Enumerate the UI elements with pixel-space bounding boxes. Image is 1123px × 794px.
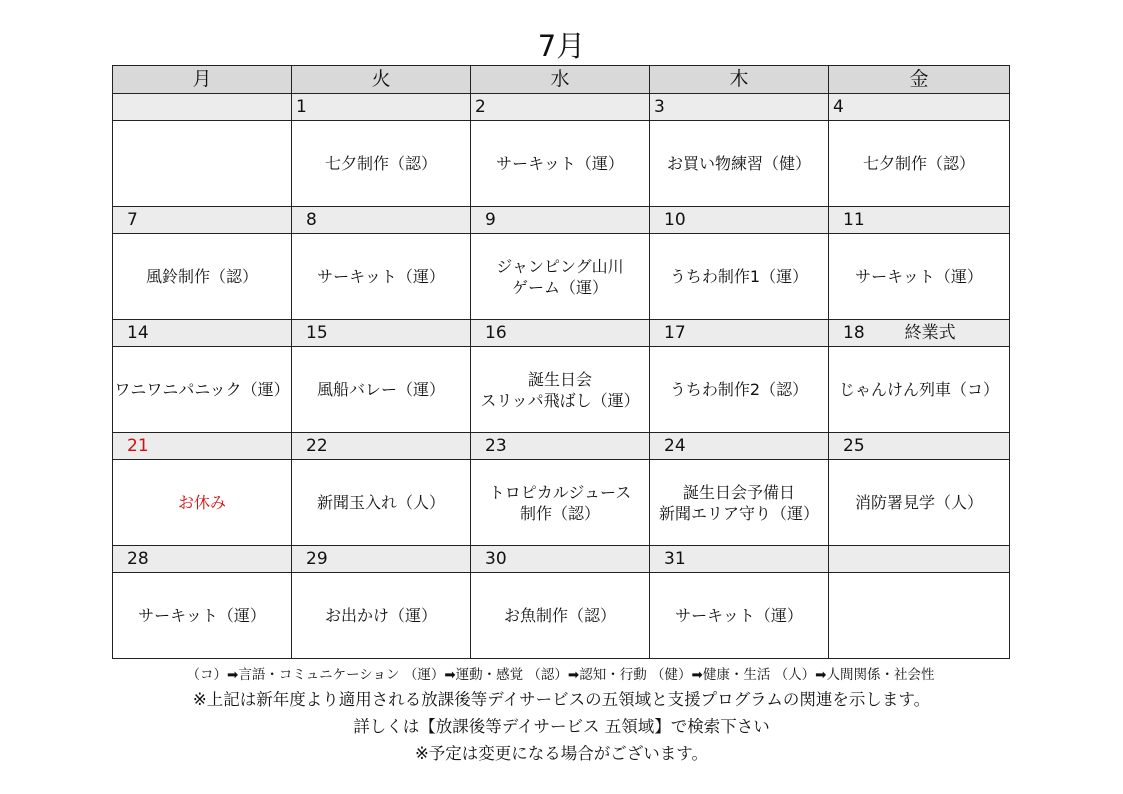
date-cell: 1	[292, 94, 471, 121]
date-cell: 11	[829, 207, 1010, 234]
activity-cell: サーキット（運）	[471, 121, 650, 207]
weekday-tue: 火	[292, 66, 471, 94]
week-4-dates	[113, 433, 1010, 460]
closing-ceremony-note: 終業式	[904, 323, 956, 343]
date-cell: 10	[650, 207, 829, 234]
page-title: 7月	[537, 29, 586, 63]
week-3-dates	[113, 320, 1010, 347]
activity-cell	[829, 573, 1010, 659]
weekday-header-row	[113, 66, 1010, 94]
date-cell: 25	[829, 433, 1010, 460]
date-cell: 7	[113, 207, 292, 234]
date-cell: 29	[292, 546, 471, 573]
date-cell	[829, 320, 1010, 347]
activity-cell: サーキット（運）	[650, 573, 829, 659]
date-cell: 8	[292, 207, 471, 234]
date-cell: 2	[471, 94, 650, 121]
date-cell: 22	[292, 433, 471, 460]
week-4-activities	[113, 460, 1010, 546]
activity-cell: 消防署見学（人）	[829, 460, 1010, 546]
date-cell: 28	[113, 546, 292, 573]
date-cell	[829, 546, 1010, 573]
date-cell: 17	[650, 320, 829, 347]
week-3-activities	[113, 347, 1010, 433]
week-1-dates	[113, 94, 1010, 121]
date-cell: 3	[650, 94, 829, 121]
date-cell: 14	[113, 320, 292, 347]
activity-cell: 誕生日会予備日 新聞エリア守り（運）	[650, 460, 829, 546]
weekday-mon: 月	[113, 66, 292, 94]
date-cell	[113, 94, 292, 121]
date-cell: 23	[471, 433, 650, 460]
holiday-activity-cell: お休み	[113, 460, 292, 546]
footer-note-schedule-change: ※予定は変更になる場合がございます。	[414, 744, 708, 763]
week-1-activities	[113, 121, 1010, 207]
footer-note-domains: ※上記は新年度より適用される放課後等デイサービスの五領域と支援プログラムの関連を示します。	[192, 690, 931, 709]
holiday-date-cell: 21	[113, 433, 292, 460]
activity-cell: 新聞玉入れ（人）	[292, 460, 471, 546]
footer-note-search: 詳しくは【放課後等デイサービス 五領域】で検索下さい	[353, 717, 770, 736]
activity-cell: 七夕制作（認）	[829, 121, 1010, 207]
activity-cell: 誕生日会 スリッパ飛ばし（運）	[471, 347, 650, 433]
activity-cell: ジャンピング山川 ゲーム（運）	[471, 234, 650, 320]
week-2-activities	[113, 234, 1010, 320]
date-cell: 30	[471, 546, 650, 573]
date-cell: 9	[471, 207, 650, 234]
week-5-activities	[113, 573, 1010, 659]
activity-cell: サーキット（運）	[113, 573, 292, 659]
date-cell: 31	[650, 546, 829, 573]
activity-cell: お魚制作（認）	[471, 573, 650, 659]
date-cell: 15	[292, 320, 471, 347]
monthly-calendar	[112, 65, 1010, 659]
activity-cell: じゃんけん列車（コ）	[829, 347, 1010, 433]
activity-cell: ワニワニパニック（運）	[113, 347, 292, 433]
activity-cell: お買い物練習（健）	[650, 121, 829, 207]
date-number: 18	[843, 323, 865, 343]
activity-cell: 風船バレー（運）	[292, 347, 471, 433]
weekday-fri: 金	[829, 66, 1010, 94]
activity-cell: 七夕制作（認）	[292, 121, 471, 207]
activity-cell: 風鈴制作（認）	[113, 234, 292, 320]
activity-cell: うちわ制作2（認）	[650, 347, 829, 433]
week-2-dates	[113, 207, 1010, 234]
domain-legend: （コ）➡言語・コミュニケーション （運）➡運動・感覚 （認）➡認知・行動 （健）➡健康・生活 （人）➡人間関係・社会性	[186, 667, 935, 683]
date-cell: 16	[471, 320, 650, 347]
week-5-dates	[113, 546, 1010, 573]
activity-cell: サーキット（運）	[292, 234, 471, 320]
date-cell: 4	[829, 94, 1010, 121]
activity-cell: サーキット（運）	[829, 234, 1010, 320]
activity-cell: うちわ制作1（運）	[650, 234, 829, 320]
weekday-thu: 木	[650, 66, 829, 94]
weekday-wed: 水	[471, 66, 650, 94]
date-cell: 24	[650, 433, 829, 460]
activity-cell: お出かけ（運）	[292, 573, 471, 659]
activity-cell	[113, 121, 292, 207]
activity-cell: トロピカルジュース 制作（認）	[471, 460, 650, 546]
